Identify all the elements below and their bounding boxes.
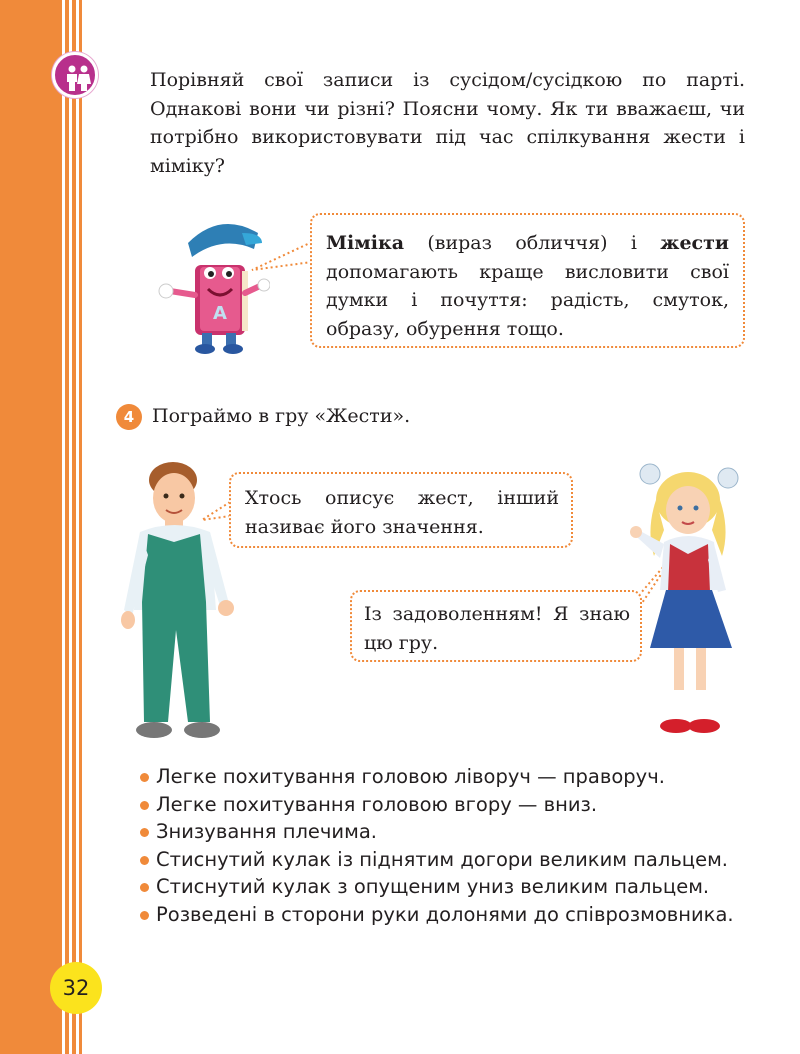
girl-speech-bubble [350, 590, 642, 662]
girl-illustration [630, 460, 748, 740]
book-mascot-illustration [150, 215, 270, 355]
bullet-dot-icon [140, 828, 149, 837]
bullet-dot-icon [140, 773, 149, 782]
margin-stripes [58, 0, 82, 1054]
bullet-dot-icon [140, 911, 149, 920]
info-callout-text: Міміка (вираз обличчя) і жести допомагають краще висловити свої думки і почуття: радість, смуток, образу, обурення тощо. [326, 232, 729, 340]
boy-callout-pointer [200, 500, 232, 530]
list-item: Легке похитування головою ліворуч — праворуч. [138, 763, 753, 791]
mascot-letter: А [213, 303, 227, 324]
boy-speech-text: Хтось описує жест, інший називає його значення. [245, 487, 559, 538]
bullet-dot-icon [140, 883, 149, 892]
intro-paragraph: Порівняй свої записи із сусідом/сусідкою по парті. Однакові вони чи різні? Поясни чому. Як ти вважаєш, чи потрібно використовувати під час спілкування жести і міміку? [150, 69, 745, 177]
list-item: Розведені в сторони руки долонями до співрозмовника. [138, 901, 753, 929]
gestures-list [138, 763, 753, 928]
bullet-dot-icon [140, 801, 149, 810]
list-item: Знизування плечима. [138, 818, 753, 846]
term-zhesty: жести [660, 232, 729, 254]
page-number: 32 [50, 962, 102, 1014]
list-item: Стиснутий кулак із піднятим догори великим пальцем. [138, 846, 753, 874]
info-callout [310, 213, 745, 348]
term-mimika: Міміка [326, 232, 405, 254]
info-callout-pointer [250, 240, 314, 280]
margin-band [0, 0, 58, 1054]
bullet-dot-icon [140, 856, 149, 865]
boy-speech-bubble [229, 472, 573, 548]
girl-speech-text: Із задоволенням! Я знаю цю гру. [364, 603, 630, 654]
task-title: Пограймо в гру «Жести». [152, 405, 411, 427]
list-item: Легке похитування головою вгору — вниз. [138, 791, 753, 819]
list-item: Стиснутий кулак з опущеним униз великим пальцем. [138, 873, 753, 901]
task-number-badge: 4 [116, 404, 142, 430]
pair-work-icon [52, 52, 98, 98]
